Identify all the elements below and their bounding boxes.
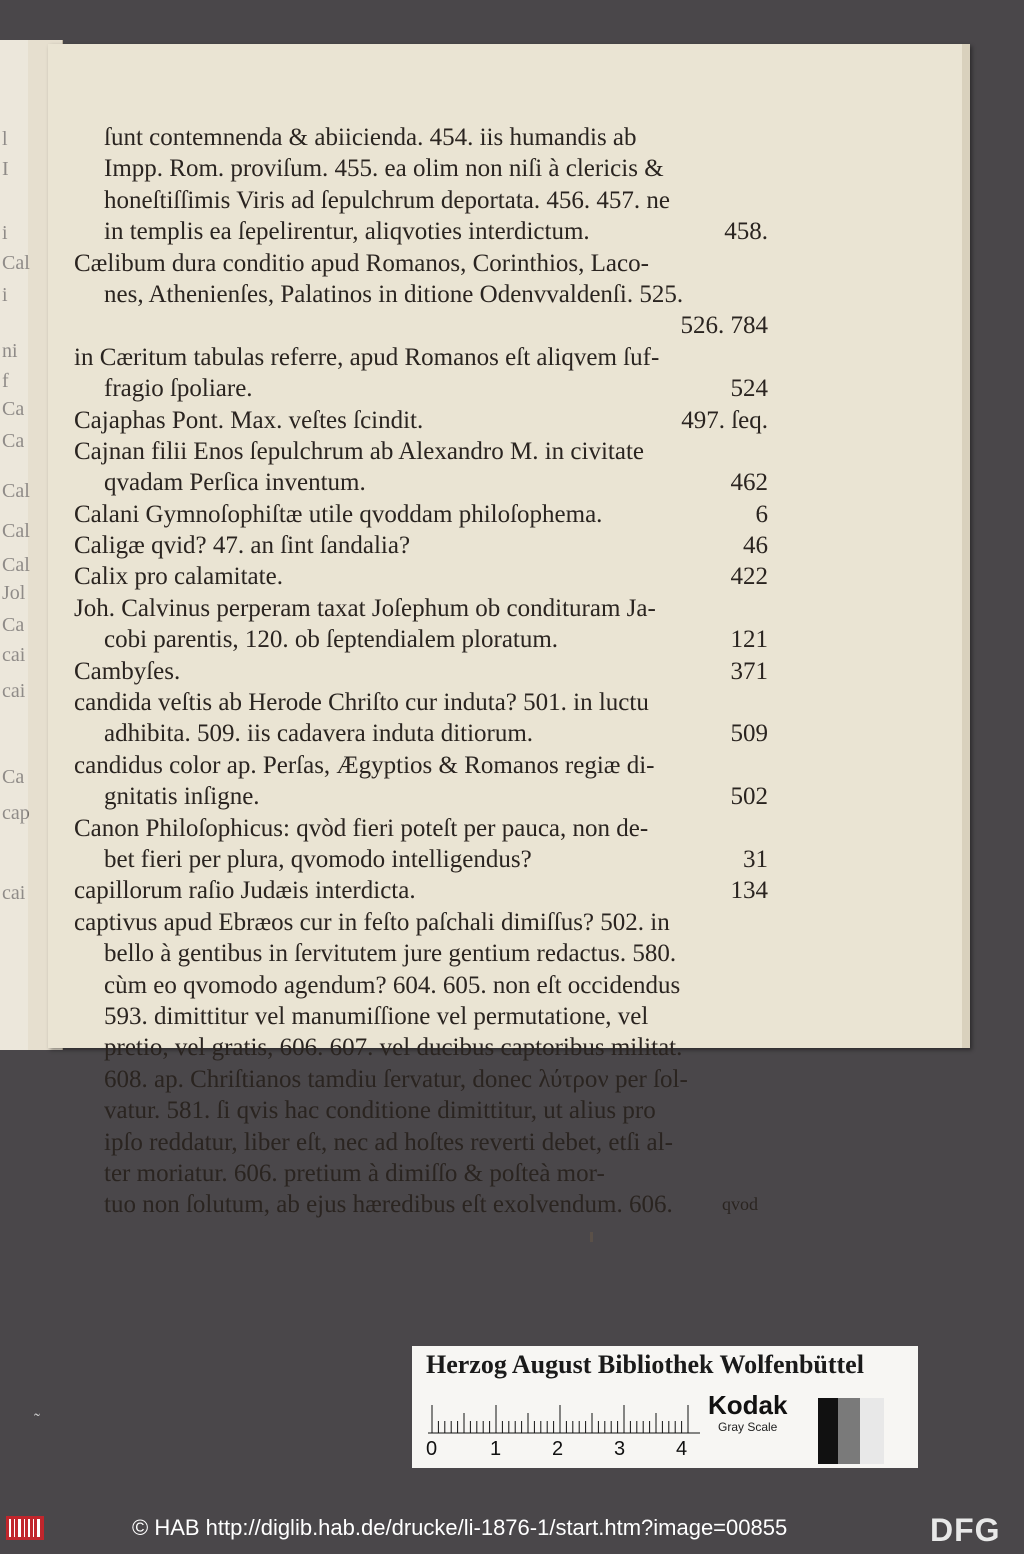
previous-page-fragment: cai [2, 644, 26, 666]
page-reference: 371 [730, 657, 768, 685]
color-scale-card [412, 1346, 918, 1468]
index-entry-text: Cambyſes. [74, 657, 181, 685]
index-entry-text: fragio ſpoliare. [104, 375, 253, 403]
index-entry-text: Caligæ qvid? 47. an ſint ſandalia? [74, 532, 411, 560]
previous-page-fragment: Ca [2, 614, 25, 636]
index-line [74, 687, 768, 718]
index-entry-text: Canon Philoſophicus: qvòd fieri poteſt per pauca, non de- [74, 814, 649, 842]
index-line [74, 405, 768, 436]
previous-page-fragment: ni [2, 340, 18, 362]
index-line [74, 781, 768, 812]
index-line [74, 1001, 768, 1032]
index-line [74, 1064, 768, 1095]
previous-page-fragment: Cal [2, 520, 30, 542]
previous-page-fragment: Ca [2, 766, 25, 788]
index-line [74, 1189, 768, 1220]
cradle-edge [0, 40, 28, 1050]
index-entry-text: Calani Gymnoſophiſtæ utile qvoddam philoſophema. [74, 500, 603, 528]
previous-page-fragment: Ca [2, 430, 25, 452]
previous-page-fragment: Cal [2, 480, 30, 502]
index-entry-text: honeſtiſſimis Viris ad ſepulchrum deportata. 456. 457. ne [104, 186, 670, 214]
index-entry-text: candidus color ap. Perſas, Ægyptios & Romanos regiæ di- [74, 751, 655, 779]
index-line [74, 970, 768, 1001]
index-entry-text: cobi parentis, 120. ob ſeptendialem ploratum. [104, 626, 559, 654]
page-reference: 502 [730, 783, 768, 811]
index-entry-text: nes, Athenienſes, Palatinos in ditione Odenvvaldenſi. 525. [104, 280, 684, 308]
page-reference: 526. 784 [680, 312, 768, 340]
index-entry-text: Cælibum dura conditio apud Romanos, Corinthios, Laco- [74, 249, 649, 277]
index-line [74, 750, 768, 781]
gray-scale-label: Gray Scale [718, 1420, 778, 1434]
index-entry-text: capillorum raſio Judæis interdicta. [74, 877, 416, 905]
page-reference: 524 [730, 375, 768, 403]
index-line [74, 813, 768, 844]
index-line [74, 1032, 768, 1063]
scale-number: 4 [676, 1438, 688, 1460]
index-entry-text: Cajaphas Pont. Max. veſtes ſcindit. [74, 406, 424, 434]
index-line [74, 467, 768, 498]
index-entry-text: 608. ap. Chriſtianos tamdiu ſervatur, donec λύτρον per ſol- [104, 1065, 688, 1093]
index-line [74, 844, 768, 875]
gray-patch-black [818, 1398, 838, 1464]
gray-patch-mid [838, 1398, 860, 1464]
index-line [74, 499, 768, 530]
page-reference: 46 [743, 532, 768, 560]
index-line [74, 310, 768, 341]
index-entry-text: bet fieri per plura, qvomodo intelligendus? [104, 845, 532, 873]
index-entry-text: 593. dimittitur vel manumiſſione vel permutatione, vel [104, 1002, 649, 1030]
previous-page-fragment: l [2, 128, 8, 150]
index-entry-text: ſunt contemnenda & abiicienda. 454. iis humandis ab [104, 124, 637, 151]
index-line [74, 875, 768, 906]
dfg-logo: DFG [930, 1512, 1001, 1548]
kodak-logo: Kodak [708, 1390, 788, 1420]
page-reference: 134 [730, 877, 768, 905]
index-entry-text: gnitatis inſigne. [104, 783, 260, 811]
previous-page-fragment: cai [2, 882, 26, 904]
page-reference: 422 [730, 563, 768, 591]
index-entry-text: vatur. 581. ſi qvis hac conditione dimittitur, ut alius pro [104, 1097, 656, 1125]
ink-mark [590, 1232, 593, 1242]
page-reference: 509 [730, 720, 768, 748]
index-line [74, 122, 768, 153]
library-name: Herzog August Bibliothek Wolfenbüttel [426, 1350, 864, 1379]
index-entry-text: ipſo reddatur, liber eſt, nec ad hoſtes reverti debet, etſi al- [104, 1128, 673, 1156]
copyright-url[interactable]: © HAB http://diglib.hab.de/drucke/li-1876-1/start.htm?image=00855 [132, 1515, 788, 1540]
index-entry-text: Calix pro calamitate. [74, 563, 283, 591]
footer-bar [0, 1506, 1024, 1554]
page-reference: 6 [755, 500, 768, 528]
index-line [74, 185, 768, 216]
index-entry-text: ter moriatur. 606. pretium à dimiſſo & poſteà mor- [104, 1159, 605, 1187]
index-entry-text: Cajnan filii Enos ſepulchrum ab Alexandro M. in civitate [74, 437, 645, 465]
page-reference: 497. ſeq. [681, 406, 768, 434]
previous-page-fragment: Jol [2, 582, 26, 604]
index-entry-text: bello à gentibus in ſervitutem jure gentium redactus. 580. [104, 940, 677, 968]
index-line [74, 938, 768, 969]
index-line [74, 1158, 768, 1189]
index-entry-text: adhibita. 509. iis cadavera induta ditiorum. [104, 720, 534, 748]
index-line [74, 624, 768, 655]
index-line [74, 248, 768, 279]
page-reference: 31 [743, 845, 768, 873]
index-line [74, 1095, 768, 1126]
index-line [74, 279, 768, 310]
index-entry-text: Impp. Rom. proviſum. 455. ea olim non niſi à clericis & [104, 155, 664, 183]
index-entry-text: in Cæritum tabulas referre, apud Romanos eſt aliqvem ſuf- [74, 343, 660, 371]
page-reference: 458. [724, 218, 768, 246]
index-entry-text: qvadam Perſica inventum. [104, 469, 366, 497]
index-line [74, 342, 768, 373]
scale-number: 3 [614, 1438, 626, 1460]
index-line [74, 1127, 768, 1158]
previous-page-fragment: Cal [2, 554, 30, 576]
previous-page-fragment: Cal [2, 252, 30, 274]
previous-page-fragment: I [2, 158, 9, 180]
page-reference: 462 [730, 469, 768, 497]
page-reference: 121 [730, 626, 768, 654]
scale-number: 1 [490, 1438, 502, 1460]
previous-page-fragment: i [2, 284, 8, 306]
index-entry-text: candida veſtis ab Herode Chriſto cur induta? 501. in luctu [74, 689, 649, 717]
catchword: qvod [722, 1194, 758, 1214]
previous-page-fragment: f [2, 370, 9, 392]
scale-number: 0 [426, 1438, 438, 1460]
index-line [74, 373, 768, 404]
index-line [74, 153, 768, 184]
index-entry-text: in templis ea ſepelirentur, aliqvoties interdictum. [104, 218, 590, 246]
index-line [74, 656, 768, 687]
index-line [74, 718, 768, 749]
previous-page-fragment: i [2, 222, 8, 244]
index-line [74, 530, 768, 561]
page-edge [962, 44, 970, 1048]
index-line [74, 436, 768, 467]
dash-mark: ˜ [34, 1410, 40, 1430]
index-entry-text: pretio, vel gratis, 606. 607. vel ducibus captoribus militat. [104, 1034, 683, 1062]
scale-number: 2 [552, 1438, 564, 1460]
barcode-icon [6, 1516, 44, 1540]
index-line [74, 561, 768, 592]
previous-page-fragment: cai [2, 680, 26, 702]
previous-page-fragment: Ca [2, 398, 25, 420]
index-text [74, 122, 768, 1221]
previous-page-fragment: cap [2, 802, 30, 824]
index-entry-text: captivus apud Ebræos cur in feſto paſchali dimiſſus? 502. in [74, 908, 670, 936]
index-line [74, 593, 768, 624]
index-line [74, 216, 768, 247]
index-entry-text: tuo non ſolutum, ab ejus hæredibus eſt exolvendum. 606. [104, 1191, 673, 1219]
ruler-scale [428, 1404, 700, 1434]
index-entry-text: cùm eo qvomodo agendum? 604. 605. non eſt occidendus [104, 971, 681, 999]
gray-patch-white [860, 1398, 884, 1464]
index-entry-text: Joh. Calvinus perperam taxat Joſephum ob condituram Ja- [74, 594, 656, 622]
index-line [74, 907, 768, 938]
